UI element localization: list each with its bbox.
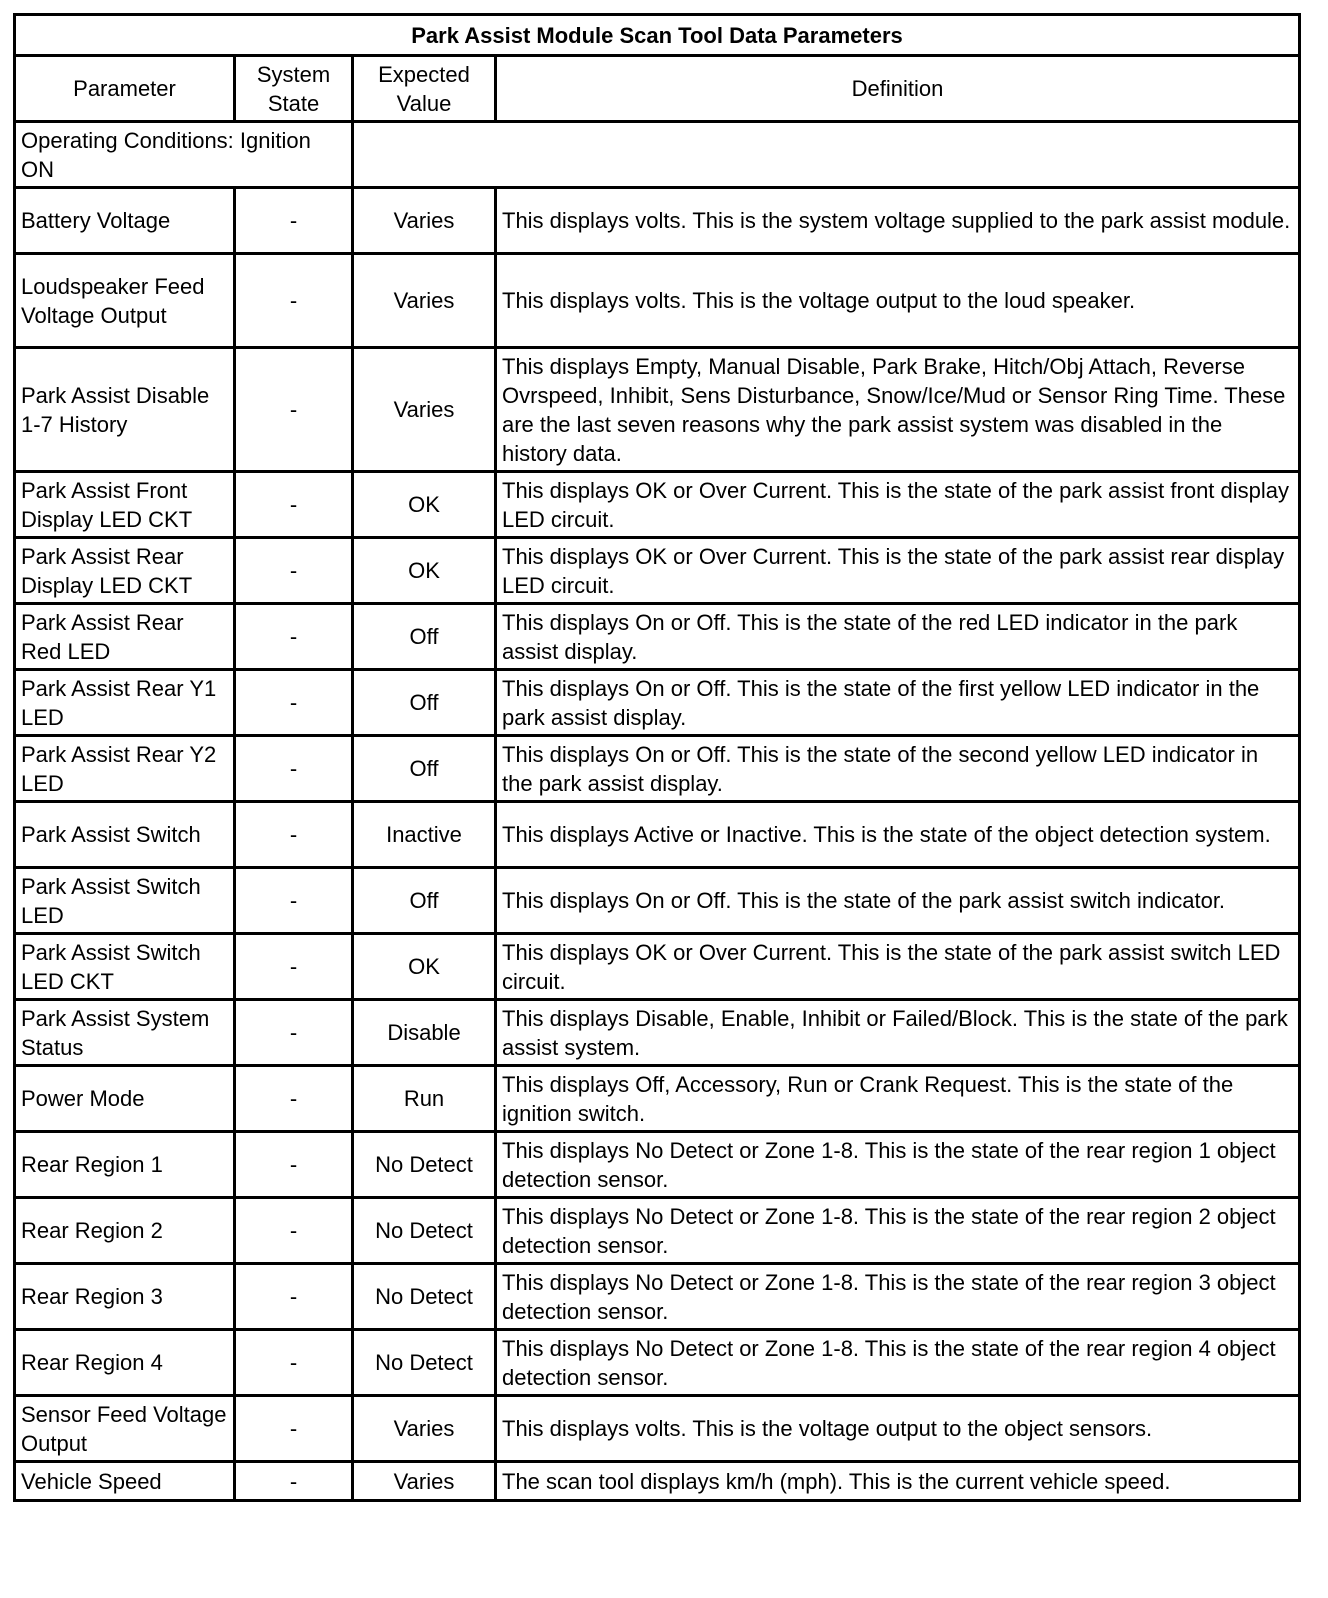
expected-value-cell: Varies	[353, 348, 496, 472]
table-row	[15, 188, 1300, 254]
parameter-cell: Battery Voltage	[15, 188, 235, 254]
scan-tool-data-table	[13, 13, 1301, 1502]
parameter-cell: Park Assist Switch LED CKT	[15, 934, 235, 1000]
system-state-cell: -	[235, 1396, 353, 1462]
expected-value-cell: No Detect	[353, 1132, 496, 1198]
header-row	[15, 56, 1300, 122]
definition-cell: This displays No Detect or Zone 1-8. This is the state of the rear region 1 object detection sensor.	[496, 1132, 1300, 1198]
table-row	[15, 538, 1300, 604]
expected-value-cell: OK	[353, 538, 496, 604]
expected-value-cell: Disable	[353, 1000, 496, 1066]
table-row	[15, 348, 1300, 472]
expected-value-cell: Varies	[353, 254, 496, 348]
definition-cell: This displays OK or Over Current. This is the state of the park assist rear display LED circuit.	[496, 538, 1300, 604]
parameter-cell: Park Assist Rear Display LED CKT	[15, 538, 235, 604]
parameter-rows	[15, 188, 1300, 1501]
table-row	[15, 802, 1300, 868]
system-state-cell: -	[235, 736, 353, 802]
definition-cell: This displays volts. This is the voltage output to the loud speaker.	[496, 254, 1300, 348]
expected-value-cell: Varies	[353, 188, 496, 254]
operating-conditions-row	[15, 122, 1300, 188]
expected-value-cell: Off	[353, 868, 496, 934]
definition-cell: This displays No Detect or Zone 1-8. This is the state of the rear region 2 object detection sensor.	[496, 1198, 1300, 1264]
system-state-cell: -	[235, 604, 353, 670]
expected-value-cell: Varies	[353, 1396, 496, 1462]
header-system-state: System State	[235, 56, 353, 122]
definition-cell: This displays Active or Inactive. This is the state of the object detection system.	[496, 802, 1300, 868]
table-row	[15, 1198, 1300, 1264]
parameter-cell: Park Assist Rear Red LED	[15, 604, 235, 670]
definition-cell: This displays Empty, Manual Disable, Park Brake, Hitch/Obj Attach, Reverse Ovrspeed, Inhibit, Sens Disturbance, Snow/Ice/Mud or Sensor Ring Time. These are the last seven reasons why the park assist system was disabled in the history data.	[496, 348, 1300, 472]
system-state-cell: -	[235, 868, 353, 934]
table-row	[15, 1396, 1300, 1462]
operating-conditions: Operating Conditions: Ignition ON	[15, 122, 353, 188]
table-title: Park Assist Module Scan Tool Data Parameters	[15, 15, 1300, 56]
table-row	[15, 670, 1300, 736]
expected-value-cell: Off	[353, 736, 496, 802]
definition-cell: This displays On or Off. This is the state of the first yellow LED indicator in the park assist display.	[496, 670, 1300, 736]
definition-cell: This displays volts. This is the voltage output to the object sensors.	[496, 1396, 1300, 1462]
definition-cell: This displays Off, Accessory, Run or Crank Request. This is the state of the ignition switch.	[496, 1066, 1300, 1132]
definition-cell: This displays On or Off. This is the state of the park assist switch indicator.	[496, 868, 1300, 934]
table-row	[15, 1264, 1300, 1330]
expected-value-cell: Off	[353, 604, 496, 670]
parameter-cell: Park Assist Front Display LED CKT	[15, 472, 235, 538]
parameter-cell: Loudspeaker Feed Voltage Output	[15, 254, 235, 348]
system-state-cell: -	[235, 1198, 353, 1264]
table-row	[15, 868, 1300, 934]
table-row	[15, 1462, 1300, 1501]
system-state-cell: -	[235, 934, 353, 1000]
table-row	[15, 604, 1300, 670]
operating-conditions-blank	[353, 122, 1300, 188]
header-parameter: Parameter	[15, 56, 235, 122]
definition-cell: This displays volts. This is the system voltage supplied to the park assist module.	[496, 188, 1300, 254]
definition-cell: This displays Disable, Enable, Inhibit or Failed/Block. This is the state of the park assist system.	[496, 1000, 1300, 1066]
definition-cell: This displays No Detect or Zone 1-8. This is the state of the rear region 4 object detection sensor.	[496, 1330, 1300, 1396]
table-row	[15, 934, 1300, 1000]
definition-cell: This displays OK or Over Current. This is the state of the park assist front display LED circuit.	[496, 472, 1300, 538]
parameter-cell: Power Mode	[15, 1066, 235, 1132]
definition-cell: This displays On or Off. This is the state of the second yellow LED indicator in the park assist display.	[496, 736, 1300, 802]
header-expected-value: Expected Value	[353, 56, 496, 122]
expected-value-cell: No Detect	[353, 1264, 496, 1330]
system-state-cell: -	[235, 670, 353, 736]
parameter-cell: Park Assist Rear Y2 LED	[15, 736, 235, 802]
system-state-cell: -	[235, 1066, 353, 1132]
system-state-cell: -	[235, 254, 353, 348]
definition-cell: This displays On or Off. This is the state of the red LED indicator in the park assist display.	[496, 604, 1300, 670]
header-definition: Definition	[496, 56, 1300, 122]
table-row	[15, 472, 1300, 538]
definition-cell: This displays No Detect or Zone 1-8. This is the state of the rear region 3 object detection sensor.	[496, 1264, 1300, 1330]
expected-value-cell: Inactive	[353, 802, 496, 868]
parameter-cell: Rear Region 2	[15, 1198, 235, 1264]
parameter-cell: Sensor Feed Voltage Output	[15, 1396, 235, 1462]
parameter-cell: Park Assist Switch	[15, 802, 235, 868]
system-state-cell: -	[235, 538, 353, 604]
title-row	[15, 15, 1300, 56]
expected-value-cell: Varies	[353, 1462, 496, 1501]
system-state-cell: -	[235, 1330, 353, 1396]
table-row	[15, 736, 1300, 802]
system-state-cell: -	[235, 1264, 353, 1330]
parameter-cell: Park Assist Disable 1-7 History	[15, 348, 235, 472]
expected-value-cell: No Detect	[353, 1330, 496, 1396]
table-row	[15, 1000, 1300, 1066]
system-state-cell: -	[235, 348, 353, 472]
table-row	[15, 254, 1300, 348]
system-state-cell: -	[235, 802, 353, 868]
system-state-cell: -	[235, 472, 353, 538]
definition-cell: This displays OK or Over Current. This is the state of the park assist switch LED circuit.	[496, 934, 1300, 1000]
parameter-cell: Vehicle Speed	[15, 1462, 235, 1501]
table-row	[15, 1066, 1300, 1132]
expected-value-cell: OK	[353, 472, 496, 538]
parameter-cell: Rear Region 1	[15, 1132, 235, 1198]
parameter-cell: Park Assist System Status	[15, 1000, 235, 1066]
system-state-cell: -	[235, 188, 353, 254]
parameter-cell: Rear Region 3	[15, 1264, 235, 1330]
expected-value-cell: Run	[353, 1066, 496, 1132]
expected-value-cell: OK	[353, 934, 496, 1000]
table-row	[15, 1330, 1300, 1396]
system-state-cell: -	[235, 1462, 353, 1501]
parameter-cell: Park Assist Rear Y1 LED	[15, 670, 235, 736]
definition-cell: The scan tool displays km/h (mph). This is the current vehicle speed.	[496, 1462, 1300, 1501]
expected-value-cell: Off	[353, 670, 496, 736]
parameter-cell: Park Assist Switch LED	[15, 868, 235, 934]
system-state-cell: -	[235, 1000, 353, 1066]
table-row	[15, 1132, 1300, 1198]
system-state-cell: -	[235, 1132, 353, 1198]
expected-value-cell: No Detect	[353, 1198, 496, 1264]
parameter-cell: Rear Region 4	[15, 1330, 235, 1396]
